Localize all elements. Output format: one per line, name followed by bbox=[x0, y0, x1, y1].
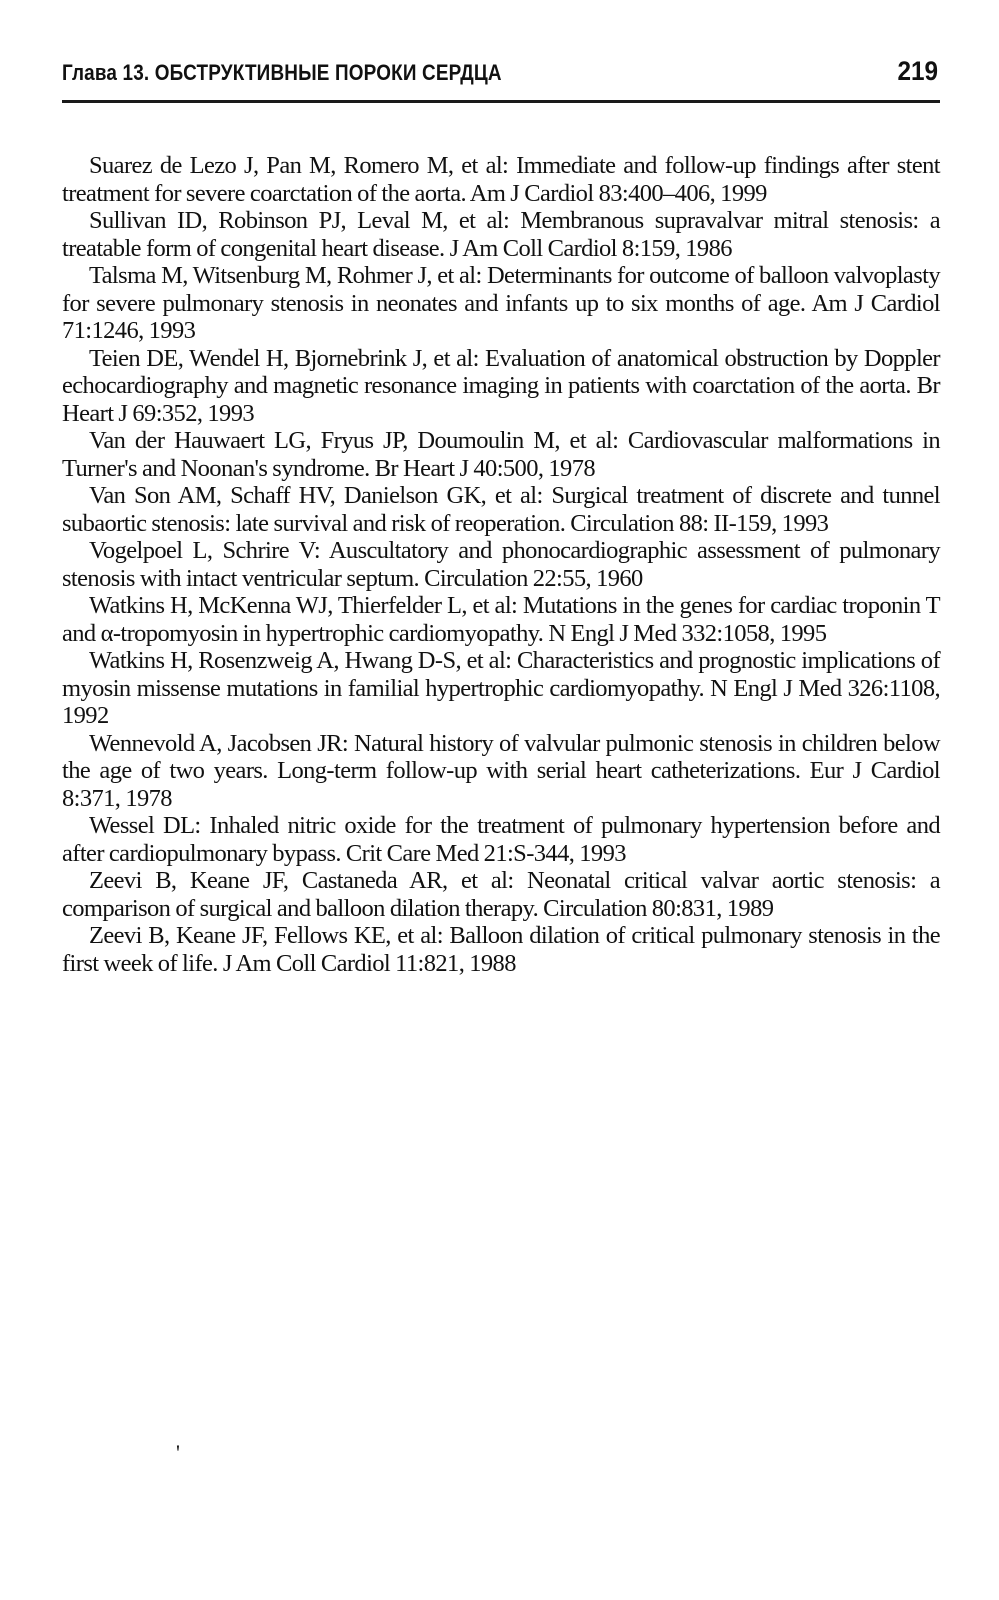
reference-item: Watkins H, McKenna WJ, Thierfelder L, et al: Mutations in the genes for cardiac troponin T and α-tropomyosin in hypertrophic cardiomyopathy. N Engl J Med 332:1058, 1995 bbox=[62, 592, 940, 647]
page-header bbox=[62, 50, 940, 103]
page-number: 219 bbox=[897, 56, 938, 86]
reference-item: Talsma M, Witsenburg M, Rohmer J, et al: Determinants for outcome of balloon valvoplasty for severe pulmonary stenosis in neonates and infants up to six months of age. Am J Cardiol 71:1246, 1993 bbox=[62, 262, 940, 344]
running-head: Глава 13. ОБСТРУКТИВНЫЕ ПОРОКИ СЕРДЦА bbox=[62, 60, 502, 85]
reference-item: Vogelpoel L, Schrire V: Auscultatory and phonocardiographic assessment of pulmonary stenosis with intact ventricular septum. Circulation 22:55, 1960 bbox=[62, 537, 940, 592]
reference-item: Van Son AM, Schaff HV, Danielson GK, et al: Surgical treatment of discrete and tunnel subaortic stenosis: late survival and risk of reoperation. Circulation 88: II-159, 1993 bbox=[62, 482, 940, 537]
reference-item: Suarez de Lezo J, Pan M, Romero M, et al: Immediate and follow-up findings after stent treatment for severe coarctation of the aorta. Am J Cardiol 83:400–406, 1999 bbox=[62, 152, 940, 207]
reference-item: Wessel DL: Inhaled nitric oxide for the treatment of pulmonary hypertension before and after cardiopulmonary bypass. Crit Care Med 21:S-344, 1993 bbox=[62, 812, 940, 867]
reference-item: Wennevold A, Jacobsen JR: Natural history of valvular pulmonic stenosis in children below the age of two years. Long-term follow-up with serial heart catheterizations. Eur J Cardiol 8:371, 1978 bbox=[62, 729, 940, 812]
reference-item: Teien DE, Wendel H, Bjornebrink J, et al: Evaluation of anatomical obstruction by Doppler echocardiography and magnetic resonance imaging in patients with coarctation of the aorta. Br Heart J 69:352, 1993 bbox=[62, 344, 940, 427]
reference-item: Van der Hauwaert LG, Fryus JP, Doumoulin M, et al: Cardiovascular malformations in Turner's and Noonan's syndrome. Br Heart J 40:500, 1978 bbox=[62, 427, 940, 482]
reference-item: Zeevi B, Keane JF, Fellows KE, et al: Balloon dilation of critical pulmonary stenosis in the first week of life. J Am Coll Cardiol 11:821, 1988 bbox=[62, 922, 940, 977]
reference-list bbox=[62, 152, 940, 977]
stray-mark: ' bbox=[176, 1440, 180, 1465]
reference-item: Zeevi B, Keane JF, Castaneda AR, et al: Neonatal critical valvar aortic stenosis: a comparison of surgical and balloon dilation therapy. Circulation 80:831, 1989 bbox=[62, 867, 940, 922]
reference-item: Watkins H, Rosenzweig A, Hwang D-S, et al: Characteristics and prognostic implications of myosin missense mutations in familial hypertrophic cardiomyopathy. N Engl J Med 326:1108, 1992 bbox=[62, 647, 940, 729]
reference-item: Sullivan ID, Robinson PJ, Leval M, et al: Membranous supravalvar mitral stenosis: a treatable form of congenital heart disease. J Am Coll Cardiol 8:159, 1986 bbox=[62, 207, 940, 262]
